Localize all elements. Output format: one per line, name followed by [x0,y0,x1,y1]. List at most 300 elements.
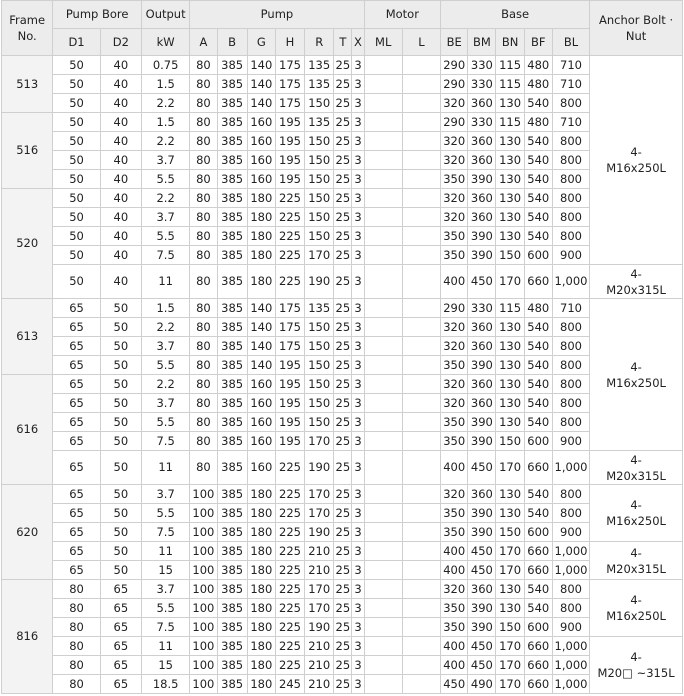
table-cell: 25 [334,356,352,375]
table-cell [364,618,402,637]
anchor-bolt-line: M20x315L [606,282,666,297]
subheader-cell: kW [141,29,189,56]
table-cell [364,580,402,599]
table-cell: 65 [53,413,100,432]
table-cell: 80 [53,618,100,637]
table-cell: 1,000 [552,637,589,656]
table-cell: 3 [352,675,364,694]
table-cell: 385 [217,580,247,599]
table-cell [364,675,402,694]
table-cell: 50 [100,451,141,485]
table-cell: 130 [496,394,524,413]
table-cell: 25 [334,208,352,227]
table-cell: 160 [247,394,275,413]
table-cell: 320 [441,337,468,356]
table-cell: 390 [468,170,496,189]
frame-number: 620 [2,485,53,580]
table-cell: 3 [352,56,364,75]
table-cell: 660 [524,656,552,675]
table-cell: 5.5 [141,599,189,618]
table-cell: 385 [217,337,247,356]
table-cell: 180 [247,504,275,523]
table-cell: 140 [247,56,275,75]
table-row [2,299,683,318]
table-cell: 350 [441,356,468,375]
table-cell: 600 [524,618,552,637]
table-cell: 80 [190,413,217,432]
anchor-bolt-cell [590,542,683,580]
table-cell: 11 [141,265,189,299]
table-cell: 1,000 [552,675,589,694]
table-cell [402,337,440,356]
table-cell [402,56,440,75]
table-cell: 195 [275,375,304,394]
table-cell: 80 [190,189,217,208]
table-cell: 130 [496,151,524,170]
table-cell: 25 [334,675,352,694]
table-cell: 900 [552,246,589,265]
table-cell [402,189,440,208]
table-cell: 135 [305,75,334,94]
table-cell: 65 [53,451,100,485]
table-cell: 800 [552,227,589,246]
subheader-cell: BN [496,29,524,56]
table-row [2,523,683,542]
table-cell: 150 [305,132,334,151]
table-cell [364,151,402,170]
table-cell: 320 [441,94,468,113]
table-cell: 225 [275,208,304,227]
table-cell: 115 [496,113,524,132]
table-cell: 385 [217,675,247,694]
table-cell: 190 [305,523,334,542]
table-cell: 3 [352,94,364,113]
table-cell: 390 [468,523,496,542]
table-cell: 2.2 [141,94,189,113]
table-row [2,618,683,637]
table-cell [364,432,402,451]
table-cell: 3 [352,599,364,618]
table-cell: 50 [53,170,100,189]
table-cell: 800 [552,170,589,189]
table-cell: 130 [496,599,524,618]
table-row [2,356,683,375]
table-cell: 3.7 [141,208,189,227]
table-cell: 50 [100,542,141,561]
table-cell: 170 [496,656,524,675]
table-cell: 350 [441,618,468,637]
table-cell: 170 [305,432,334,451]
table-cell [402,208,440,227]
subheader-cell: BM [468,29,496,56]
table-cell: 140 [247,318,275,337]
table-cell: 3 [352,132,364,151]
table-cell: 80 [190,337,217,356]
table-cell [364,132,402,151]
table-cell: 130 [496,485,524,504]
anchor-bolt-cell [590,56,683,265]
subheader-cell: X [352,29,364,56]
table-cell: 25 [334,485,352,504]
subheader-cell: D1 [53,29,100,56]
table-cell: 390 [468,356,496,375]
header-pump: Pump [190,1,364,29]
table-cell [364,451,402,485]
table-cell [402,504,440,523]
table-cell: 540 [524,599,552,618]
table-cell: 600 [524,432,552,451]
anchor-bolt-line: 4- [630,545,642,560]
table-cell: 160 [247,451,275,485]
table-cell: 3 [352,394,364,413]
table-cell: 65 [100,675,141,694]
table-cell: 50 [53,113,100,132]
anchor-bolt-line: M16x250L [606,514,666,528]
table-cell [364,56,402,75]
table-cell: 50 [53,246,100,265]
table-cell: 50 [100,432,141,451]
table-cell: 180 [247,580,275,599]
table-row [2,189,683,208]
table-cell: 25 [334,94,352,113]
table-cell: 25 [334,637,352,656]
table-cell: 450 [468,637,496,656]
table-cell: 180 [247,599,275,618]
table-cell: 150 [305,208,334,227]
table-cell: 3 [352,208,364,227]
table-cell: 50 [100,504,141,523]
table-cell [402,485,440,504]
table-cell: 360 [468,318,496,337]
table-cell: 150 [305,94,334,113]
table-cell: 170 [305,580,334,599]
table-cell [402,170,440,189]
table-cell: 2.2 [141,318,189,337]
subheader-cell: H [275,29,304,56]
table-cell: 25 [334,227,352,246]
table-cell: 800 [552,580,589,599]
table-cell: 170 [305,504,334,523]
table-cell: 900 [552,523,589,542]
table-cell: 180 [247,656,275,675]
table-cell: 5.5 [141,504,189,523]
table-cell: 25 [334,432,352,451]
table-cell: 50 [53,94,100,113]
anchor-bolt-cell [590,580,683,637]
frame-number: 516 [2,113,53,189]
table-cell: 385 [217,618,247,637]
table-cell [402,246,440,265]
table-cell: 3 [352,337,364,356]
table-cell: 130 [496,208,524,227]
header-base: Base [441,1,590,29]
table-cell: 385 [217,637,247,656]
anchor-bolt-line: 4- [630,359,642,374]
table-cell: 130 [496,318,524,337]
anchor-bolt-cell [590,637,683,694]
table-cell: 50 [100,394,141,413]
table-cell: 25 [334,265,352,299]
table-cell: 330 [468,299,496,318]
subheader-cell: A [190,29,217,56]
table-cell: 50 [100,523,141,542]
anchor-bolt-line: M16x250L [606,375,666,390]
table-cell: 100 [190,504,217,523]
table-cell: 25 [334,170,352,189]
table-cell: 7.5 [141,523,189,542]
table-cell: 25 [334,318,352,337]
table-cell: 360 [468,580,496,599]
table-cell: 450 [468,561,496,580]
table-cell: 80 [190,299,217,318]
table-cell: 50 [100,413,141,432]
table-cell: 710 [552,299,589,318]
table-cell: 150 [496,523,524,542]
table-cell: 320 [441,580,468,599]
table-cell: 40 [100,246,141,265]
table-cell: 710 [552,113,589,132]
table-cell: 40 [100,170,141,189]
table-cell: 3 [352,523,364,542]
table-cell: 290 [441,113,468,132]
table-cell: 350 [441,523,468,542]
table-cell: 175 [275,56,304,75]
table-cell: 1,000 [552,542,589,561]
table-row [2,394,683,413]
table-cell: 3 [352,356,364,375]
table-cell [364,113,402,132]
table-cell: 50 [100,318,141,337]
table-cell: 80 [190,75,217,94]
anchor-bolt-cell [590,485,683,542]
table-cell: 130 [496,413,524,432]
table-cell: 180 [247,618,275,637]
table-cell [402,299,440,318]
table-cell [364,170,402,189]
table-cell: 350 [441,246,468,265]
table-cell [364,299,402,318]
table-row [2,451,683,485]
table-cell: 600 [524,523,552,542]
table-cell: 385 [217,113,247,132]
table-cell: 195 [275,113,304,132]
table-cell: 195 [275,413,304,432]
table-cell: 180 [247,246,275,265]
table-cell: 225 [275,246,304,265]
table-cell: 320 [441,394,468,413]
table-row [2,504,683,523]
table-cell: 160 [247,413,275,432]
table-cell: 25 [334,113,352,132]
table-cell: 350 [441,599,468,618]
table-cell [402,580,440,599]
table-cell: 360 [468,337,496,356]
table-cell: 3 [352,151,364,170]
table-cell: 195 [275,356,304,375]
table-cell: 15 [141,656,189,675]
table-cell: 80 [190,151,217,170]
table-cell: 7.5 [141,246,189,265]
spec-table [1,0,683,694]
table-cell [402,675,440,694]
table-cell: 25 [334,151,352,170]
table-cell [402,432,440,451]
table-cell: 50 [53,151,100,170]
table-cell [402,265,440,299]
subheader-cell: BF [524,29,552,56]
table-cell: 130 [496,170,524,189]
table-cell: 800 [552,94,589,113]
table-row [2,580,683,599]
table-cell: 25 [334,413,352,432]
table-cell: 3 [352,189,364,208]
table-cell: 320 [441,151,468,170]
table-cell: 3 [352,246,364,265]
table-cell: 3 [352,375,364,394]
table-cell: 490 [468,675,496,694]
table-cell: 65 [100,656,141,675]
table-cell [364,375,402,394]
table-cell [402,75,440,94]
table-cell: 385 [217,504,247,523]
table-cell: 385 [217,485,247,504]
table-cell: 800 [552,356,589,375]
table-cell: 540 [524,94,552,113]
table-cell: 210 [305,637,334,656]
header-anchor-bolt: Anchor Bolt · Nut [590,1,683,56]
table-cell: 175 [275,318,304,337]
table-cell: 180 [247,675,275,694]
header-pump-bore: Pump Bore [53,1,142,29]
table-cell: 100 [190,523,217,542]
table-cell: 600 [524,246,552,265]
table-cell: 225 [275,265,304,299]
table-cell: 225 [275,451,304,485]
table-cell: 80 [53,580,100,599]
table-cell: 180 [247,637,275,656]
table-cell: 390 [468,618,496,637]
table-row [2,151,683,170]
table-cell: 800 [552,394,589,413]
table-cell: 130 [496,375,524,394]
table-cell: 180 [247,227,275,246]
subheader-cell: BL [552,29,589,56]
table-cell [364,561,402,580]
table-cell [364,265,402,299]
table-cell: 115 [496,56,524,75]
table-cell: 800 [552,504,589,523]
table-cell: 80 [190,246,217,265]
table-cell [402,394,440,413]
subheader-cell: G [247,29,275,56]
subheader-cell: L [402,29,440,56]
table-cell: 210 [305,675,334,694]
table-cell [364,337,402,356]
table-cell: 80 [190,94,217,113]
table-cell: 25 [334,246,352,265]
table-cell: 160 [247,151,275,170]
table-row [2,413,683,432]
table-cell: 170 [496,561,524,580]
table-cell: 65 [100,580,141,599]
table-cell: 3 [352,485,364,504]
table-cell: 25 [334,599,352,618]
table-cell: 160 [247,170,275,189]
table-cell: 350 [441,227,468,246]
table-cell: 660 [524,675,552,694]
table-cell: 180 [247,208,275,227]
table-cell: 660 [524,451,552,485]
table-cell: 350 [441,170,468,189]
table-cell: 130 [496,227,524,246]
table-cell: 360 [468,132,496,151]
table-row [2,56,683,75]
table-cell [364,485,402,504]
table-cell: 25 [334,618,352,637]
table-cell: 80 [190,432,217,451]
table-cell: 190 [305,451,334,485]
table-cell: 800 [552,151,589,170]
table-cell: 225 [275,561,304,580]
table-cell: 400 [441,656,468,675]
table-cell: 175 [275,337,304,356]
table-cell: 160 [247,132,275,151]
table-cell: 480 [524,75,552,94]
table-cell: 540 [524,394,552,413]
table-cell: 320 [441,375,468,394]
table-cell: 195 [275,394,304,413]
table-cell: 100 [190,561,217,580]
table-cell: 25 [334,189,352,208]
table-cell: 50 [53,132,100,151]
table-cell: 540 [524,375,552,394]
table-cell: 140 [247,94,275,113]
table-cell: 170 [496,451,524,485]
table-cell: 320 [441,189,468,208]
table-cell: 50 [53,208,100,227]
table-cell: 65 [53,337,100,356]
table-row [2,656,683,675]
table-cell: 140 [247,75,275,94]
table-cell: 1,000 [552,561,589,580]
table-cell: 50 [100,337,141,356]
table-cell [364,75,402,94]
table-cell: 150 [305,356,334,375]
table-row [2,132,683,151]
table-cell: 540 [524,356,552,375]
table-cell: 800 [552,485,589,504]
table-cell: 450 [468,656,496,675]
table-cell: 170 [496,265,524,299]
anchor-bolt-line: 4- [630,498,642,512]
table-cell: 2.2 [141,132,189,151]
table-cell: 390 [468,599,496,618]
table-cell: 130 [496,356,524,375]
table-cell: 175 [275,94,304,113]
table-cell: 5.5 [141,413,189,432]
table-cell: 660 [524,542,552,561]
table-cell: 385 [217,432,247,451]
table-cell: 540 [524,504,552,523]
table-cell: 175 [275,75,304,94]
table-cell: 385 [217,561,247,580]
table-cell: 385 [217,656,247,675]
table-cell: 540 [524,318,552,337]
table-cell: 450 [468,542,496,561]
table-row [2,265,683,299]
table-cell: 450 [468,451,496,485]
table-cell: 50 [100,485,141,504]
